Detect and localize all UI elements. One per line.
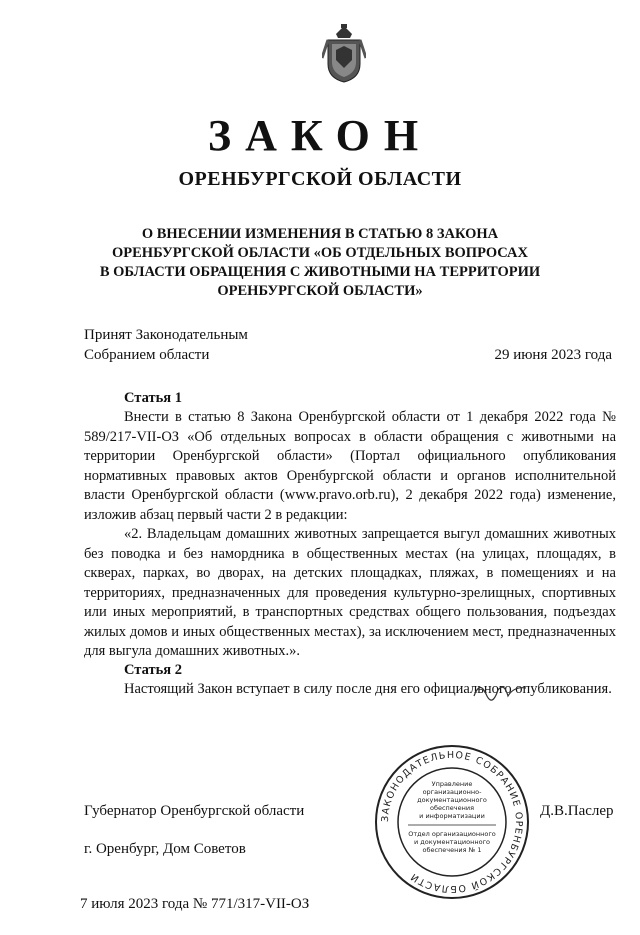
article-2-paragraph: Настоящий Закон вступает в силу после дня его официального опубликования. <box>124 681 612 697</box>
article-1-title: Статья 1 <box>124 390 182 406</box>
svg-text:обеспечения № 1: обеспечения № 1 <box>422 846 482 854</box>
svg-text:документационного: документационного <box>417 796 487 804</box>
article-2-title: Статья 2 <box>124 662 182 678</box>
official-stamp <box>372 742 532 902</box>
document-subtitle: ОРЕНБУРГСКОЙ ОБЛАСТИ <box>178 168 462 190</box>
article-1-paragraph-2: «2. Владельцам домашних животных запрещается выгул домашних животных без поводка и без намордника в общественных местах (на улицах, площадях, в скверах, парках, во дворах, на детских площадках, пляжах, в помещениях и на территориях, предназначенных для проведения культурно-зрелищных, спортивных или иных мероприятий, в транспортных средствах общего пользования, подъездах жилых домов и иных общественных местах), за исключением мест, предназначенных для выгула домашних животных.». <box>84 526 616 659</box>
adoption-info <box>84 325 248 365</box>
svg-text:ЗАКОНОДАТЕЛЬНОЕ СОБРАНИЕ ОРЕНБ: ЗАКОНОДАТЕЛЬНОЕ СОБРАНИЕ ОРЕНБУРГСКОЙ ОБЛАСТИ <box>379 749 525 895</box>
svg-text:обеспечения: обеспечения <box>429 804 475 812</box>
handwritten-signature <box>470 676 530 702</box>
adoption-date: 29 июня 2023 года <box>494 347 612 363</box>
article-1-paragraph-1: Внести в статью 8 Закона Оренбургской области от 1 декабря 2022 года № 589/217-VII-ОЗ «Об отдельных вопросах в области обращения с животными на территории Оренбургской области» (Портал официального опубликования нормативных правовых актов Оренбургской области и органов исполнительной власти Оренбургской области (www.pravo.orb.ru), 2 декабря 2022 года) изменение, изложив абзац первый части 2 в редакции: <box>84 409 616 523</box>
signer-name: Д.В.Паслер <box>540 803 614 819</box>
svg-text:и информатизации: и информатизации <box>419 812 485 820</box>
heading-line: В ОБЛАСТИ ОБРАЩЕНИЯ С ЖИВОТНЫМИ НА ТЕРРИТОРИИ <box>99 264 541 280</box>
heading-line: О ВНЕСЕНИИ ИЗМЕНЕНИЯ В СТАТЬЮ 8 ЗАКОНА <box>141 226 499 242</box>
adoption-line: Собранием области <box>84 347 210 363</box>
svg-text:организационно-: организационно- <box>422 788 482 796</box>
svg-text:и документационного: и документационного <box>414 838 490 846</box>
heading-line: ОРЕНБУРГСКОЙ ОБЛАСТИ» <box>217 283 423 299</box>
law-heading <box>60 225 580 301</box>
heading-line: ОРЕНБУРГСКОЙ ОБЛАСТИ «ОБ ОТДЕЛЬНЫХ ВОПРОСАХ <box>112 245 528 261</box>
document-title: ЗАКОН <box>207 111 433 160</box>
svg-text:Управление: Управление <box>431 780 473 788</box>
coat-of-arms-emblem <box>322 24 366 84</box>
signing-place: г. Оренбург, Дом Советов <box>84 841 246 857</box>
law-number-footer: 7 июля 2023 года № 771/317-VII-ОЗ <box>80 896 310 912</box>
adoption-line: Принят Законодательным <box>84 327 248 343</box>
svg-text:Отдел организационного: Отдел организационного <box>408 830 496 838</box>
signer-position: Губернатор Оренбургской области <box>84 803 305 819</box>
